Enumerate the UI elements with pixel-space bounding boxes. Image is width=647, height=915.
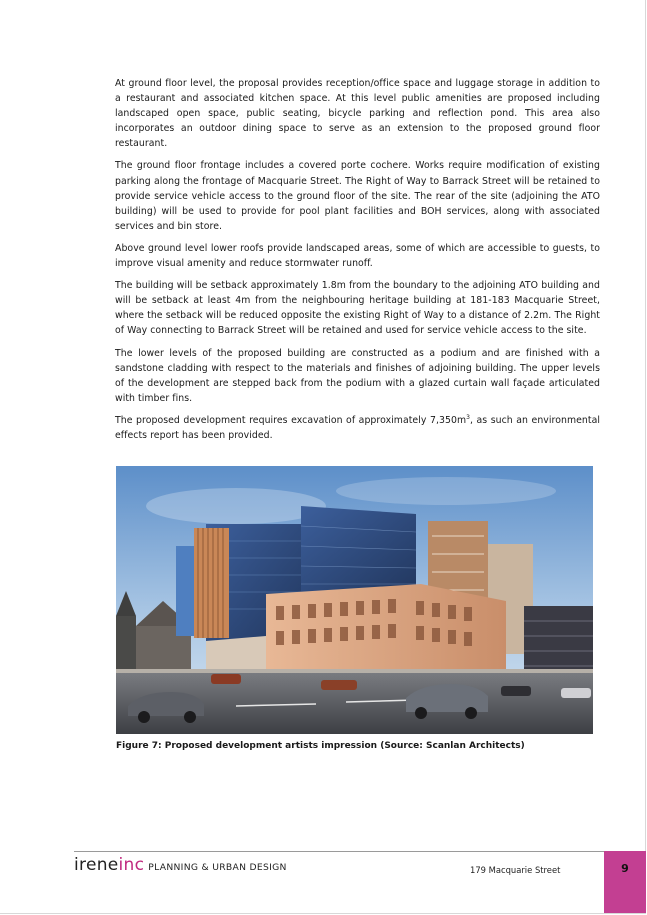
- footer-brand-logo: [74, 855, 287, 879]
- paragraph-lower-roofs: Above ground level lower roofs provide landscaped areas, some of which are accessible to guests, to improve visual amenity and reduce stormwater runoff.: [115, 242, 600, 270]
- paragraph-excavation: [115, 413, 600, 443]
- paragraph-podium: The lower levels of the proposed building are constructed as a podium and are finished with a sandstone cladding with respect to the materials and finishes of adjoining building. The upper levels of the development are stepped back from the podium with a glazed curtain wall façade articulated with timber fins.: [115, 347, 600, 404]
- body-text: [115, 76, 600, 450]
- brand-name-accent: inc: [118, 855, 145, 875]
- excavation-superscript: 3: [466, 413, 470, 421]
- paragraph-frontage: The ground floor frontage includes a covered porte cochere. Works require modification of existing parking along the frontage of Macquarie Street. The Right of Way to Barrack Street will be retained to provide service vehicle access to the ground floor of the site. The rear of the site (adjoining the ATO building) will be used to provide for pool plant facilities and BOH services, along with associated services and bin store.: [115, 160, 600, 232]
- footer-divider: [74, 851, 646, 852]
- excavation-text-end: , as such an environmental effects report has been provided.: [115, 414, 600, 441]
- brand-name: irene: [74, 855, 119, 875]
- page-number-tab: [604, 851, 646, 913]
- brand-tagline: PLANNING & URBAN DESIGN: [148, 862, 287, 873]
- building-render-image: [116, 466, 593, 734]
- figure-artists-impression: [116, 466, 593, 734]
- page-number: 9: [621, 862, 629, 875]
- paragraph-setbacks: The building will be setback approximately 1.8m from the boundary to the adjoining ATO building and will be setback at least 4m from the neighbouring heritage building at 181-183 Macquarie Street, where the setback will be reduced opposite the existing Right of Way to a distance of 2.2m. The Right of Way connecting to Barrack Street will be retained and used for service vehicle access to the site.: [115, 280, 600, 337]
- excavation-text: The proposed development requires excavation of approximately 7,350m: [115, 414, 467, 426]
- paragraph-ground-floor: At ground floor level, the proposal provides reception/office space and luggage storage in addition to a restaurant and associated kitchen space. At this level public amenities are proposed including landscaped open space, public seating, bicycle parking and reflection pond. This area also incorporates an outdoor dining space to serve as an extension to the proposed ground floor restaurant.: [115, 78, 600, 150]
- footer-address: 179 Macquarie Street: [470, 865, 561, 875]
- figure-caption: Figure 7: Proposed development artists impression (Source: Scanlan Architects): [116, 741, 525, 751]
